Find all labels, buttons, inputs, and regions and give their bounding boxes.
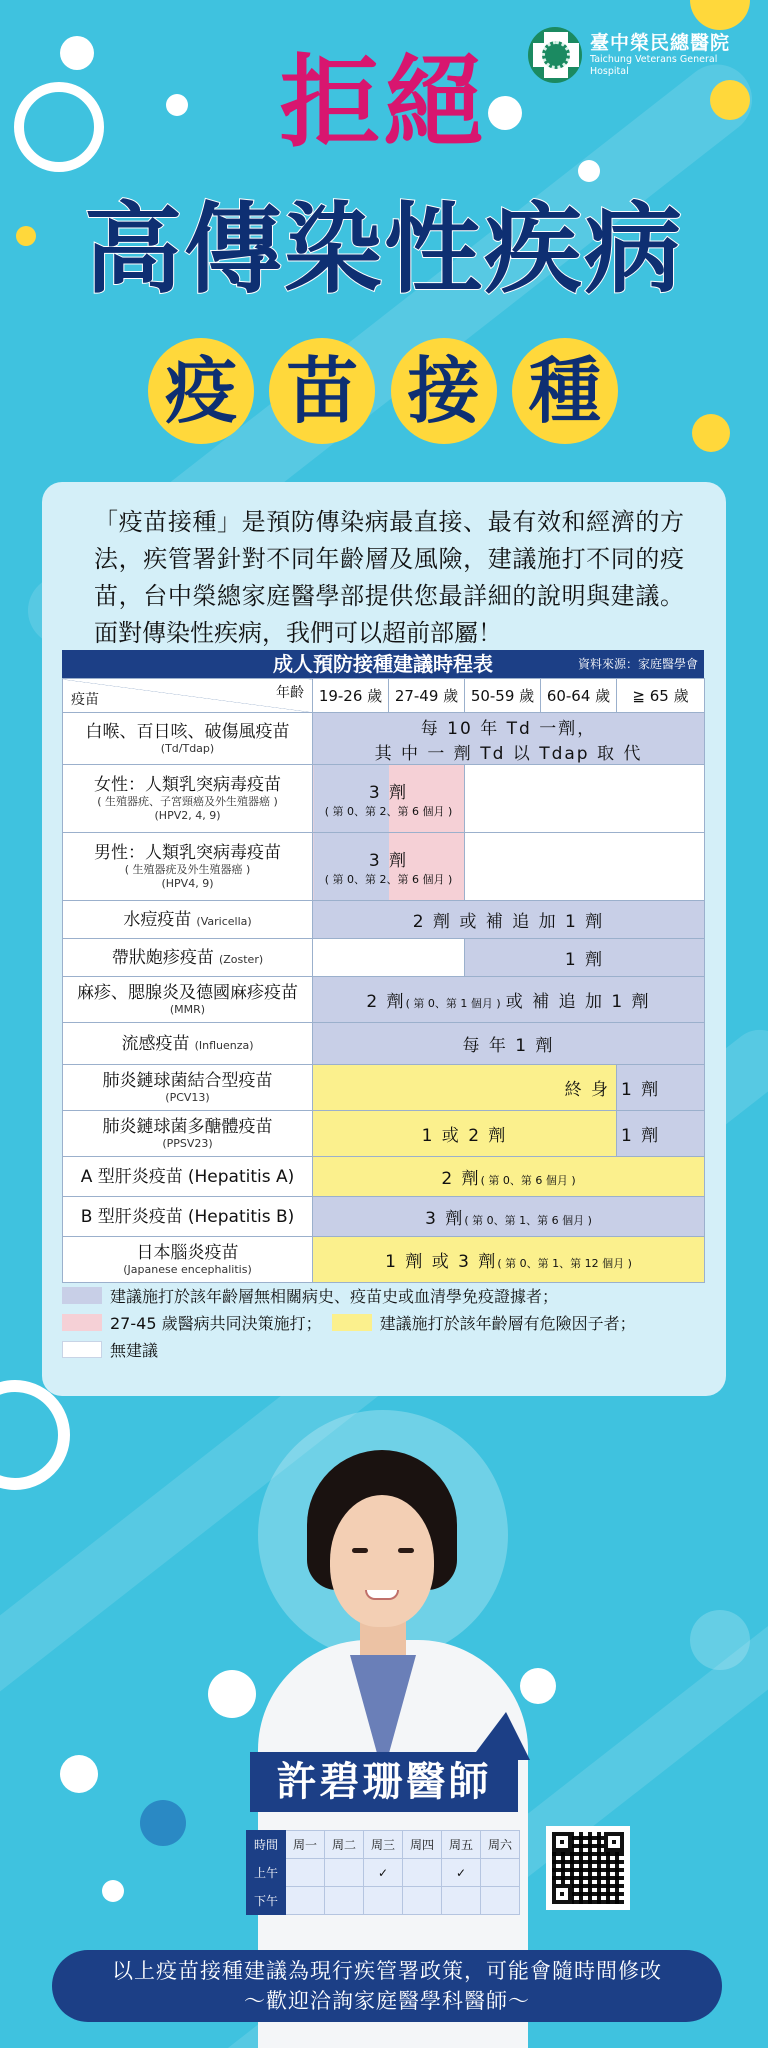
- clinic-slot: [403, 1859, 442, 1887]
- legend-swatch-white: [62, 1341, 102, 1358]
- age-column-header: 27-49 歲: [389, 679, 465, 713]
- table-row: [63, 1065, 705, 1111]
- table-row: [63, 939, 705, 977]
- vaccine-name-cell: 男性：人類乳突病毒疫苗 ( 生殖器疣及外生殖器癌 ) (HPV4, 9): [63, 833, 313, 901]
- schedule-cell: 每 10 年 Td 一劑， 其 中 一 劑 Td 以 Tdap 取 代: [313, 713, 705, 765]
- clinic-schedule-table: [246, 1830, 520, 1915]
- schedule-cell: 3 劑( 第 0、第 1、第 6 個月 ): [313, 1197, 705, 1237]
- schedule-cell: 1 劑 或 3 劑( 第 0、第 1、第 12 個月 ): [313, 1237, 705, 1283]
- clinic-slot: [286, 1859, 325, 1887]
- schedule-cell: 1 或 2 劑: [313, 1111, 617, 1157]
- schedule-cell: 1 劑: [465, 939, 705, 977]
- table-row: [63, 901, 705, 939]
- clinic-row-morning: [247, 1859, 520, 1887]
- age-column-header: 50-59 歲: [465, 679, 541, 713]
- table-row: [63, 833, 705, 901]
- clinic-row-afternoon: [247, 1887, 520, 1915]
- schedule-cell: 2 劑( 第 0、第 6 個月 ): [313, 1157, 705, 1197]
- doctor-eye: [352, 1548, 368, 1553]
- hospital-name-en: Taichung Veterans General Hospital: [589, 54, 718, 77]
- title-char-circle: 種: [512, 338, 618, 444]
- doctor-name: 許碧珊醫師: [250, 1752, 518, 1812]
- vaccine-name-cell: 肺炎鏈球菌多醣體疫苗 (PPSV23): [63, 1111, 313, 1157]
- clinic-slot: ✓: [364, 1859, 403, 1887]
- table-row: [63, 1197, 705, 1237]
- legend-label: 無建議: [110, 1341, 159, 1360]
- schedule-cell: 3 劑 ( 第 0、第 2、第 6 個月 ): [313, 833, 465, 901]
- schedule-cell: 終 身: [313, 1065, 617, 1111]
- vaccine-name-cell: 白喉、百日咳、破傷風疫苗 (Td/Tdap): [63, 713, 313, 765]
- corner-age-label: 年齡: [276, 685, 304, 701]
- age-column-header: ≧ 65 歲: [617, 679, 705, 713]
- legend-item-white: [62, 1336, 704, 1363]
- clinic-header-cell: 周四: [403, 1831, 442, 1859]
- age-column-header: 60-64 歲: [541, 679, 617, 713]
- legend-swatch-pink: [62, 1314, 102, 1331]
- legend-swatch-yellow: [332, 1314, 372, 1331]
- title-char-circle: 疫: [148, 338, 254, 444]
- legend-swatch-blue: [62, 1287, 102, 1304]
- schedule-cell: 3 劑 ( 第 0、第 2、第 6 個月 ): [313, 765, 465, 833]
- schedule-cell-empty: [465, 833, 705, 901]
- doctor-photo: [330, 1495, 434, 1627]
- age-column-header: 19-26 歲: [313, 679, 389, 713]
- vaccine-name-cell: 帶狀皰疹疫苗 (Zoster): [63, 939, 313, 977]
- clinic-header-cell: 周五: [442, 1831, 481, 1859]
- table-row: [63, 713, 705, 765]
- vaccine-name-cell: 麻疹、腮腺炎及德國麻疹疫苗 (MMR): [63, 977, 313, 1023]
- schedule-source: 資料來源：家庭醫學會: [577, 657, 698, 671]
- legend-item-blue: [62, 1282, 704, 1309]
- qr-code[interactable]: [546, 1826, 630, 1910]
- clinic-header-cell: 周三: [364, 1831, 403, 1859]
- clinic-slot: [403, 1887, 442, 1915]
- vaccine-name-cell: 流感疫苗 (Influenza): [63, 1023, 313, 1065]
- footer-notice: 以上疫苗接種建議為現行疾管署政策，可能會隨時間修改: [112, 1959, 662, 1983]
- schedule-cell: 每 年 1 劑: [313, 1023, 705, 1065]
- clinic-slot: [286, 1887, 325, 1915]
- table-row: [63, 1237, 705, 1283]
- clinic-slot: [325, 1887, 364, 1915]
- legend-label: 建議施打於該年齡層有危險因子者；: [379, 1314, 636, 1333]
- table-header-row: [63, 679, 705, 713]
- vaccine-name-cell: B 型肝炎疫苗 (Hepatitis B): [63, 1197, 313, 1237]
- corner-vaccine-label: 疫苗: [71, 692, 99, 708]
- title-line-3: [148, 338, 618, 444]
- vaccine-name-cell: 日本腦炎疫苗 (Japanese encephalitis): [63, 1237, 313, 1283]
- legend-item-pink-yellow: [62, 1309, 704, 1336]
- clinic-slot: [325, 1859, 364, 1887]
- table-row: [63, 1023, 705, 1065]
- schedule-cell-empty: [313, 939, 465, 977]
- clinic-slot: [364, 1887, 403, 1915]
- title-char-circle: 苗: [269, 338, 375, 444]
- schedule-table-title-bar: [62, 650, 704, 678]
- vaccine-name-cell: A 型肝炎疫苗 (Hepatitis A): [63, 1157, 313, 1197]
- table-row: [63, 1111, 705, 1157]
- vaccine-name-cell: 肺炎鏈球菌結合型疫苗 (PCV13): [63, 1065, 313, 1111]
- legend: [62, 1282, 704, 1363]
- hospital-name-zh: 臺中榮民總醫院: [589, 32, 730, 54]
- doctor-eye: [398, 1548, 414, 1553]
- clinic-header-row: [247, 1831, 520, 1859]
- schedule-table-title: 成人預防接種建議時程表: [273, 652, 493, 676]
- clinic-header-cell: 周一: [286, 1831, 325, 1859]
- clinic-slot: ✓: [442, 1859, 481, 1887]
- title-line-1: 拒絕: [280, 44, 488, 161]
- clinic-slot: [442, 1887, 481, 1915]
- qr-code-pattern: [552, 1832, 624, 1904]
- clinic-header-cell: 周六: [481, 1831, 520, 1859]
- clinic-slot: [481, 1887, 520, 1915]
- clinic-header-cell: 周二: [325, 1831, 364, 1859]
- schedule-cell-empty: [465, 765, 705, 833]
- table-row: [63, 977, 705, 1023]
- legend-label: 建議施打於該年齡層無相關病史、疫苗史或血清學免疫證據者；: [110, 1287, 559, 1306]
- clinic-header-cell: 時間: [247, 1831, 286, 1859]
- legend-label: 27-45 歲醫病共同決策施打；: [110, 1314, 322, 1333]
- intro-paragraph: 「疫苗接種」是預防傳染病最直接、最有效和經濟的方法，疾管署針對不同年齡層及風險，建議施打不同的疫苗，台中榮總家庭醫學部提供您最詳細的說明與建議。面對傳染性疾病，我們可以超前部屬！: [94, 508, 684, 647]
- schedule-cell: 1 劑: [617, 1111, 705, 1157]
- info-card: [42, 482, 726, 1396]
- vaccine-schedule-table: [62, 678, 705, 1283]
- footer-invite: ～歡迎洽詢家庭醫學科醫師～: [244, 1989, 530, 2013]
- vaccine-name-cell: 女性：人類乳突病毒疫苗 ( 生殖器疣、子宮頸癌及外生殖器癌 ) (HPV2, 4, 9): [63, 765, 313, 833]
- vaccine-name-cell: 水痘疫苗 (Varicella): [63, 901, 313, 939]
- footer-banner: [52, 1950, 722, 2022]
- schedule-cell: 2 劑 或 補 追 加 1 劑: [313, 901, 705, 939]
- clinic-slot: [481, 1859, 520, 1887]
- schedule-cell: 1 劑: [617, 1065, 705, 1111]
- table-row: [63, 765, 705, 833]
- clinic-row-label: 上午: [247, 1859, 286, 1887]
- table-corner-cell: [63, 679, 313, 713]
- title-char-circle: 接: [391, 338, 497, 444]
- table-row: [63, 1157, 705, 1197]
- doctor-smile: [365, 1590, 399, 1600]
- title-line-2: 高傳染性疾病: [83, 193, 684, 307]
- schedule-cell: 2 劑( 第 0、第 1 個月 ) 或 補 追 加 1 劑: [313, 977, 705, 1023]
- clinic-row-label: 下午: [247, 1887, 286, 1915]
